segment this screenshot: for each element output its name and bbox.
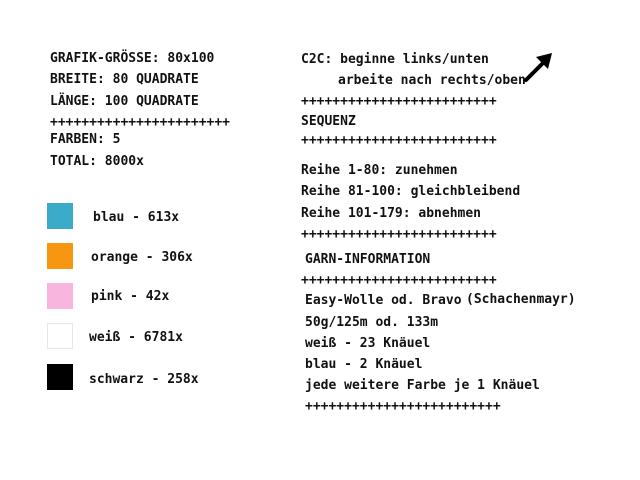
legend-label-schwarz: schwarz - 258x [89, 372, 199, 387]
swatch-orange [47, 243, 73, 269]
total-text: TOTAL: 8000x [50, 154, 144, 169]
divider-2: +++++++++++++++++++++++++ [301, 133, 497, 148]
sequence-row: Reihe 81-100: gleichbleibend [301, 184, 521, 199]
sequence-row: Reihe 1-80: zunehmen [301, 163, 458, 178]
legend-label-weiss: weiß - 6781x [89, 330, 183, 345]
yarn-weight: 50g/125m od. 133m [305, 315, 439, 330]
yarn-brand: Easy-Wolle od. Bravo [305, 293, 462, 308]
c2c-line-2: arbeite nach rechts/oben [338, 73, 526, 88]
divider-3: +++++++++++++++++++++++++ [301, 227, 497, 242]
divider-5: +++++++++++++++++++++++++ [305, 399, 501, 414]
swatch-schwarz [47, 364, 73, 390]
swatch-weiss [47, 323, 73, 349]
legend-label-pink: pink - 42x [91, 289, 170, 304]
legend-label-blau: blau - 613x [93, 210, 180, 225]
colors-count-text: FARBEN: 5 [50, 132, 121, 147]
yarn-blue-count: blau - 2 Knäuel [305, 357, 423, 372]
yarn-maker: (Schachenmayr) [466, 292, 576, 307]
arrow-up-right-icon [522, 50, 556, 84]
yarn-heading: GARN-INFORMATION [305, 252, 431, 267]
divider-1: +++++++++++++++++++++++++ [301, 94, 497, 109]
yarn-other-count: jede weitere Farbe je 1 Knäuel [305, 378, 540, 393]
sequence-heading: SEQUENZ [301, 114, 356, 129]
divider-4: +++++++++++++++++++++++++ [301, 273, 497, 288]
width-text: BREITE: 80 QUADRATE [50, 72, 199, 87]
yarn-white-count: weiß - 23 Knäuel [305, 336, 431, 351]
length-text: LÄNGE: 100 QUADRATE [50, 94, 199, 109]
legend-label-orange: orange - 306x [91, 250, 193, 265]
graphic-size-text: GRAFIK-GRÖSSE: 80x100 [50, 51, 215, 66]
sequence-row: Reihe 101-179: abnehmen [301, 206, 482, 221]
c2c-line-1: C2C: beginne links/unten [301, 52, 489, 67]
swatch-pink [47, 283, 73, 309]
specs-divider: +++++++++++++++++++++++ [50, 115, 231, 130]
swatch-blau [47, 203, 73, 229]
